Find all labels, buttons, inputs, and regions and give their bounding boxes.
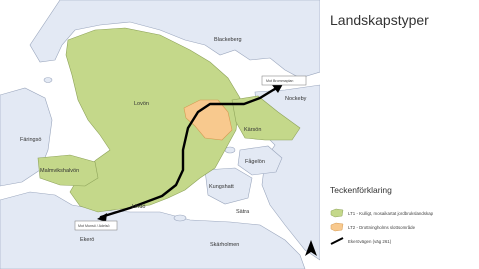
label-fagelon: Fågelön xyxy=(245,159,265,165)
label-sattra: Sätra xyxy=(236,209,250,215)
north-arrow-icon xyxy=(305,240,317,261)
label-karson: Kärsön xyxy=(244,127,262,133)
callout-munso: Mot Munsö / Adelsö xyxy=(78,224,110,228)
label-lovon: Lovön xyxy=(134,101,149,107)
legend-swatch-lt2 xyxy=(330,222,344,232)
label-kungshatt: Kungshatt xyxy=(209,184,234,190)
label-faringso: Färingsö xyxy=(20,137,42,143)
legend-swatch-road xyxy=(330,236,344,246)
callout-bromma: Mot Brommaplan xyxy=(266,79,294,83)
legend-heading: Teckenförklaring xyxy=(330,185,392,195)
label-ekero: Ekerö xyxy=(80,237,95,243)
label-lindo: Lindö xyxy=(132,204,146,210)
legend-label-road: Ekerövägen (väg 261) xyxy=(348,238,392,244)
land-islet-3 xyxy=(44,78,52,83)
label-malmvikshalvon: Malmvikshalvön xyxy=(40,168,80,174)
legend-label-lt2: LT2 - Drottningholms slottsområde xyxy=(348,224,416,230)
label-skarholmen: Skärholmen xyxy=(210,242,240,248)
label-blackeberg: Blackeberg xyxy=(214,37,242,43)
page-title: Landskapstyper xyxy=(330,12,429,28)
label-nockeby: Nockeby xyxy=(285,96,307,102)
legend-item-road xyxy=(330,234,475,248)
legend-item-lt2 xyxy=(330,220,475,234)
legend-swatch-lt1 xyxy=(330,208,344,218)
land-islet-1 xyxy=(225,147,235,153)
land-islet-2 xyxy=(174,215,186,221)
legend-label-lt1: LT1 - Kulligt, mosaikartat jordbrukslandskap xyxy=(348,210,434,216)
legend-item-lt1 xyxy=(330,206,475,220)
